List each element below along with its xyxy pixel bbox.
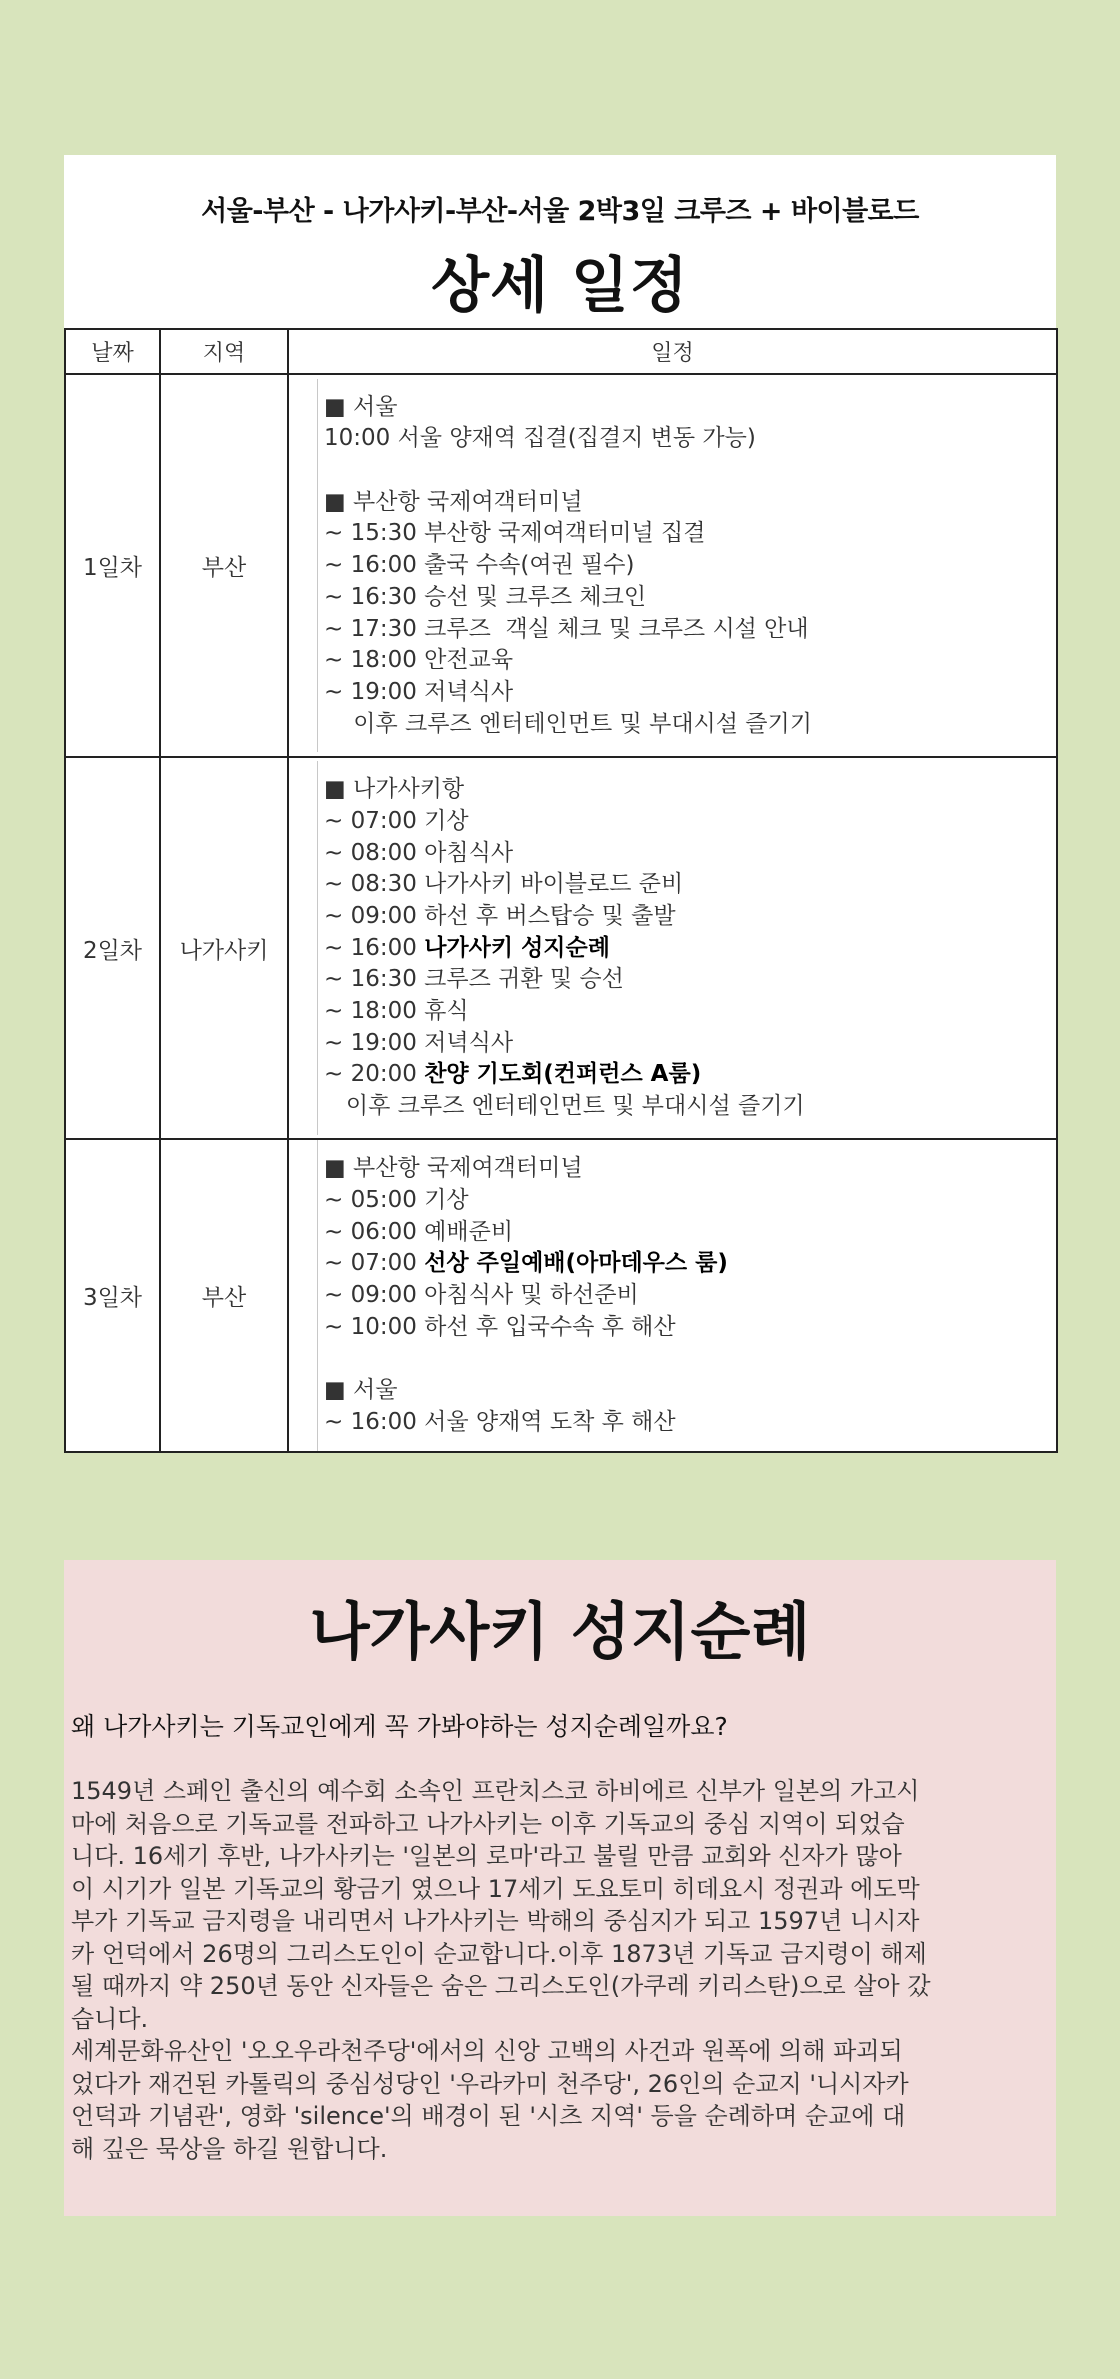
body-line: 니다. 16세기 후반, 나가사키는 '일본의 로마'라고 불릴 만큼 교회와 신자가 많아 (71, 1842, 902, 1870)
schedule-line (324, 1344, 1056, 1376)
schedule-line (324, 806, 1056, 838)
schedule-text: ~ 18:00 휴식 (324, 998, 469, 1025)
schedule-text: ~ 19:00 저녁식사 (324, 678, 514, 705)
body-line: 카 언덕에서 26명의 그리스도인이 순교합니다.이후 1873년 기독교 금지령이 해제 (71, 1939, 927, 1968)
schedule-line (324, 392, 1056, 424)
schedule-line (324, 677, 1056, 709)
table-row-day-1 (65, 374, 1057, 757)
pilgrimage-title: 나가사키 성지순례 (309, 1595, 811, 1668)
schedule-line (324, 709, 1056, 741)
schedule-line (324, 964, 1056, 996)
body-line: 었다가 재건된 카톨릭의 중심성당인 '우라카미 천주당', 26인의 순교지 '니시자카 (71, 2069, 909, 2098)
region-cell: 부산 (160, 1139, 288, 1452)
body-line: 부가 기독교 금지령을 내리면서 나가사키는 박해의 중심지가 되고 1597년 니시자 (71, 1907, 920, 1935)
schedule-line (324, 487, 1056, 519)
schedule-line (324, 1217, 1056, 1249)
schedule-text: 이후 크루즈 엔터테인먼트 및 부대시설 즐기기 (324, 1093, 805, 1120)
itinerary-table (64, 328, 1058, 1453)
day-cell: 1일차 (65, 374, 160, 757)
schedule-text: 10:00 서울 양재역 집결(집결지 변동 가능) (324, 425, 756, 452)
page-title: 상세 일정 (431, 251, 689, 321)
schedule-text: ~ 16:00 서울 양재역 도착 후 해산 (324, 1408, 676, 1435)
schedule-text: ~ 09:00 하선 후 버스탑승 및 출발 (324, 902, 676, 929)
schedule-line (324, 869, 1056, 901)
schedule-line (324, 518, 1056, 550)
itinerary-header (64, 155, 1056, 328)
day-cell: 3일차 (65, 1139, 160, 1452)
schedule-lines (317, 379, 1056, 753)
schedule-highlight: 선상 주일예배(아마데우스 룸) (424, 1250, 728, 1277)
body-line: 1549년 스페인 출신의 예수회 소속인 프란치스코 하비에르 신부가 일본의 가고시 (71, 1777, 920, 1805)
schedule-line (324, 550, 1056, 582)
schedule-line (324, 933, 1056, 965)
schedule-text: ~ 18:00 안전교육 (324, 647, 514, 674)
body-line: 마에 처음으로 기독교를 전파하고 나가사키는 이후 기독교의 중심 지역이 되었습 (71, 1809, 905, 1838)
schedule-line (324, 1153, 1056, 1185)
schedule-line (324, 1185, 1056, 1217)
schedule-text: ~ 16:00 출국 수속(여권 필수) (324, 552, 635, 579)
schedule-text: ~ 07:00 (324, 1250, 425, 1277)
schedule-text: ■ 부산항 국제여객터미널 (324, 1155, 583, 1182)
schedule-text: ■ 부산항 국제여객터미널 (324, 488, 583, 515)
table-row-day-3 (65, 1139, 1057, 1452)
schedule-text: ~ 08:30 나가사키 바이블로드 준비 (324, 871, 684, 898)
schedule-text: ~ 15:30 부산항 국제여객터미널 집결 (324, 520, 706, 547)
schedule-cell (288, 374, 1057, 757)
pilgrimage-body (71, 1775, 1046, 2165)
schedule-line (324, 1091, 1056, 1123)
schedule-highlight: 찬양 기도회(컨퍼런스 A룸) (424, 1061, 702, 1088)
schedule-line (324, 1312, 1056, 1344)
pilgrimage-question: 왜 나가사키는 기독교인에게 꼭 가봐야하는 성지순례일까요? (71, 1712, 728, 1741)
body-line: 습니다. (71, 2004, 149, 2033)
pilgrimage-section (64, 1560, 1056, 2216)
schedule-line (324, 423, 1056, 455)
body-line: 세계문화유산인 '오오우라천주당'에서의 신앙 고백의 사건과 원폭에 의해 파괴되 (71, 2037, 903, 2065)
schedule-line (324, 1028, 1056, 1060)
column-header-schedule: 일정 (288, 329, 1057, 374)
schedule-text: ~ 05:00 기상 (324, 1187, 469, 1214)
table-row-day-2 (65, 757, 1057, 1139)
schedule-text: ~ 17:30 크루즈 객실 체크 및 크루즈 시설 안내 (324, 615, 809, 642)
schedule-text: ■ 서울 (324, 1377, 398, 1404)
schedule-text: ~ 20:00 (324, 1061, 425, 1088)
schedule-line (324, 1280, 1056, 1312)
schedule-text: 이후 크루즈 엔터테인먼트 및 부대시설 즐기기 (324, 710, 812, 737)
schedule-lines (317, 1140, 1056, 1450)
schedule-line (324, 996, 1056, 1028)
schedule-text: ~ 07:00 기상 (324, 807, 469, 834)
schedule-text: ■ 나가사키항 (324, 776, 465, 803)
schedule-line (324, 645, 1056, 677)
region-cell: 부산 (160, 374, 288, 757)
schedule-text: ~ 16:00 (324, 934, 425, 961)
body-line: 이 시기가 일본 기독교의 황금기 였으나 17세기 도요토미 히데요시 정권과 에도막 (71, 1874, 920, 1903)
schedule-text: ~ 08:00 아침식사 (324, 839, 514, 866)
schedule-text: ~ 09:00 아침식사 및 하선준비 (324, 1282, 639, 1309)
schedule-text: ■ 서울 (324, 393, 398, 420)
schedule-line (324, 1407, 1056, 1439)
schedule-text: ~ 10:00 하선 후 입국수속 후 해산 (324, 1313, 676, 1340)
itinerary-card (64, 155, 1056, 1453)
schedule-highlight: 나가사키 성지순례 (424, 934, 610, 961)
schedule-line (324, 1248, 1056, 1280)
schedule-text: ~ 06:00 예배준비 (324, 1218, 514, 1245)
schedule-line (324, 614, 1056, 646)
body-line: 언덕과 기념관', 영화 'silence'의 배경이 된 '시츠 지역' 등을 순례하며 순교에 대 (71, 2102, 906, 2130)
schedule-cell (288, 757, 1057, 1139)
schedule-lines (317, 761, 1056, 1135)
schedule-line (324, 901, 1056, 933)
schedule-line (324, 774, 1056, 806)
region-cell: 나가사키 (160, 757, 288, 1139)
tour-subtitle: 서울-부산 - 나가사키-부산-서울 2박3일 크루즈 + 바이블로드 (201, 196, 919, 227)
schedule-line (324, 838, 1056, 870)
schedule-text: ~ 16:30 승선 및 크루즈 체크인 (324, 583, 647, 610)
schedule-text: ~ 16:30 크루즈 귀환 및 승선 (324, 966, 624, 993)
body-line: 해 깊은 묵상을 하길 원합니다. (71, 2134, 388, 2163)
column-header-region: 지역 (160, 329, 288, 374)
schedule-text: ~ 19:00 저녁식사 (324, 1029, 514, 1056)
table-header-row (65, 329, 1057, 374)
day-cell: 2일차 (65, 757, 160, 1139)
column-header-date: 날짜 (65, 329, 160, 374)
schedule-cell (288, 1139, 1057, 1452)
schedule-line (324, 1059, 1056, 1091)
schedule-line (324, 582, 1056, 614)
body-line: 될 때까지 약 250년 동안 신자들은 숨은 그리스도인(가쿠레 키리스탄)으로 살아 갔 (71, 1972, 931, 2000)
schedule-line (324, 455, 1056, 487)
schedule-line (324, 1375, 1056, 1407)
